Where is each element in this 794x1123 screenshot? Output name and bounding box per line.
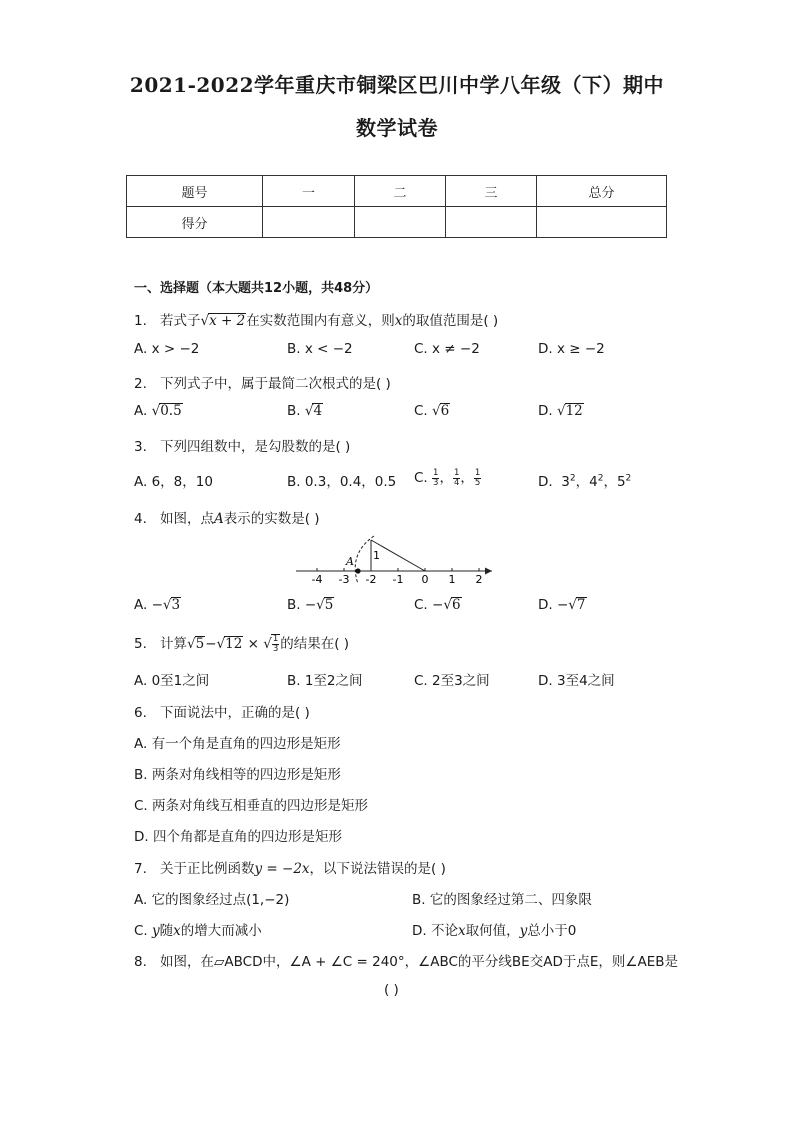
formula: y = −2x [254,861,310,877]
option-label: B. [287,403,301,419]
score-header-cell: 题号 [127,176,263,207]
q5-option-b: B. 1至2之间 [287,673,363,689]
question-5 [134,632,349,653]
exam-title-line2: 数学试卷 [356,116,438,140]
sqrt-expression: √x + 2 [200,313,246,329]
denominator: 3 [272,643,279,654]
denominator: 4 [453,477,460,488]
score-cell [537,207,667,238]
question-text: 若式子 [160,313,201,329]
height-label: 1 [373,549,380,562]
tick-label: 2 [475,573,483,586]
numerator: 1 [453,468,460,478]
question-number: 2. [134,376,147,392]
sqrt-expression: √12 [556,403,583,419]
q2-option-a [134,403,183,419]
question-6 [134,701,310,721]
option-label: D. [538,597,553,613]
variable: A [214,511,224,527]
q7-option-a: A. 它的图象经过点(1,−2) [134,892,290,908]
axis-arrow-icon [485,568,492,575]
numerator: 1 [272,634,279,644]
denominator: 3 [433,477,439,488]
q6-option-d: D. 四个角都是直角的四边形是矩形 [134,829,342,845]
separator: ， [575,474,590,490]
sqrt-expression: √5 [187,636,205,652]
question-text: 表示的实数是( ) [223,511,320,527]
tick-label: 0 [421,573,429,586]
question-text: 的取值范围是( ) [402,313,499,329]
tick-label: -1 [392,573,404,586]
option-text: 取何值， [465,923,520,939]
question-text: ，以下说法错误的是( ) [309,861,446,877]
q2-option-d [538,403,584,419]
tick-label: 1 [448,573,456,586]
minus-sign: − [151,597,163,613]
option-text: 的增大而减小 [180,923,262,939]
q1-option-d: D. x ≥ −2 [538,341,605,357]
variable: y [519,923,528,939]
q7-option-c [134,919,262,939]
score-cell [446,207,537,238]
q3-option-b: B. 0.3，0.4，0.5 [287,474,397,490]
score-cell [355,207,446,238]
score-table-score-row [127,207,667,238]
sqrt-expression: √12 [216,636,243,652]
score-table [126,175,667,238]
score-header-cell: 二 [355,176,446,207]
radicand: 0.5 [160,403,182,419]
question-text: 如图，点 [160,511,214,527]
q3-option-c [414,466,481,487]
variable: x [173,923,181,939]
sqrt-expression: √7 [568,597,586,613]
option-label: D. [538,403,553,419]
radicand: 5 [324,597,334,613]
question-3 [134,435,350,455]
sqrt-expression: √6 [443,597,461,613]
base: 5 [616,474,626,490]
q4-option-d [538,597,587,613]
question-number: 7. [134,861,147,877]
exponent: 2 [625,473,632,484]
option-label: B. [287,597,301,613]
q6-option-a: A. 有一个角是直角的四边形是矩形 [134,736,341,752]
variable: y [152,923,160,939]
option-label: C. [414,403,428,419]
score-header-cell: 一 [263,176,355,207]
question-1 [134,309,498,329]
tick-label: -4 [311,573,323,586]
sqrt-expression: √6 [432,403,450,419]
question-8-answer-bracket: ( ) [384,982,399,998]
sqrt-expression: √0.5 [151,403,182,419]
q5-option-c: C. 2至3之间 [414,673,490,689]
score-row-label: 得分 [127,207,263,238]
option-label: A. [134,597,148,613]
option-label: A. [134,403,148,419]
variable: x [394,313,403,329]
radicand: 12 [225,636,243,652]
option-text: 总小于0 [527,923,577,939]
radicand: 12 [565,403,583,419]
separator: ， [439,470,453,486]
exponent: 2 [569,473,576,484]
question-number: 5. [134,636,147,652]
option-text: D. 不论 [412,923,458,939]
q5-option-d: D. 3至4之间 [538,673,615,689]
radicand: 6 [451,597,461,613]
question-number: 8. [134,954,147,970]
minus-sign: − [205,636,217,652]
q7-option-d [412,919,576,939]
base: 3 [561,474,570,490]
option-label: C. [414,597,428,613]
radicand: 5 [195,636,205,652]
fraction [474,469,481,487]
score-table-header-row [127,176,667,207]
question-7 [134,857,446,877]
question-text: 的结果在( ) [280,636,350,652]
minus-sign: − [556,597,569,613]
option-text: 随 [159,923,174,939]
q4-option-c [414,597,462,613]
separator: ， [460,470,474,486]
minus-sign: − [432,597,444,613]
numerator: 1 [474,468,481,478]
radicand: 3 [171,597,181,613]
base: 4 [589,474,598,490]
q1-option-b: B. x < −2 [287,341,353,357]
q2-option-b [287,403,323,419]
question-number: 4. [134,511,147,527]
radicand: 4 [313,403,323,419]
question-2 [134,372,391,392]
score-header-cell: 总分 [537,176,667,207]
question-8 [134,950,678,970]
option-label: C. [414,470,428,486]
tick-label: -3 [338,573,350,586]
question-number: 6. [134,705,147,721]
minus-sign: − [304,597,317,613]
q2-option-c [414,403,450,419]
exam-title-line1: 2021-2022学年重庆市铜梁区巴川中学八年级（下）期中 [129,73,665,97]
times-sign: × [247,636,259,652]
question-text: 下列式子中，属于最简二次根式的是( ) [160,376,391,392]
question-text: 如图，在▱ABCD中，∠A + ∠C = 240°，∠ABC的平分线BE交AD于点E，则∠AEB是 [160,954,679,970]
question-number: 3. [134,439,147,455]
q3-option-a: A. 6，8，10 [134,474,213,490]
question-4 [134,507,320,527]
question-text: 下列四组数中，是勾股数的是( ) [160,439,351,455]
question-text: 下面说法中，正确的是( ) [160,705,310,721]
q5-option-a: A. 0至1之间 [134,673,210,689]
question-number: 1. [134,313,147,329]
q6-option-b: B. 两条对角线相等的四边形是矩形 [134,767,341,783]
sqrt-expression: √3 [162,597,181,613]
section-heading: 一、选择题（本大题共12小题，共48分） [134,281,379,296]
numerator: 1 [433,468,439,478]
question-text: 计算 [160,636,187,652]
separator: ， [603,474,617,490]
radicand: 7 [576,597,586,613]
sqrt-fraction: √ $\frac{1}{3}$ [263,634,279,654]
tick-label: -2 [365,573,377,586]
q1-option-c: C. x ≠ −2 [414,341,480,357]
tick-labels [312,573,483,586]
point-a-label: A [346,555,354,568]
point-a [355,568,360,573]
option-label: D. [538,474,553,490]
denominator: 5 [474,477,481,488]
radicand: 6 [440,403,450,419]
q4-option-a [134,597,181,613]
sqrt-expression: √5 [316,597,334,613]
score-cell [263,207,355,238]
q7-option-b: B. 它的图象经过第二、四象限 [412,892,592,908]
exponent: 2 [597,473,604,484]
score-header-cell: 三 [446,176,537,207]
variable: x [457,923,466,939]
radicand: x + 2 [209,313,246,329]
q3-option-d [538,470,631,490]
question-text: 在实数范围内有意义，则 [246,313,395,329]
question-text: 关于正比例函数 [160,861,255,877]
q1-option-a: A. x > −2 [134,341,200,357]
q6-option-c: C. 两条对角线互相垂直的四边形是矩形 [134,798,369,814]
fraction [272,635,279,653]
sqrt-expression: √4 [304,403,323,419]
option-label: C. [134,923,148,939]
number-line-figure [292,528,502,588]
q4-option-b [287,597,334,613]
